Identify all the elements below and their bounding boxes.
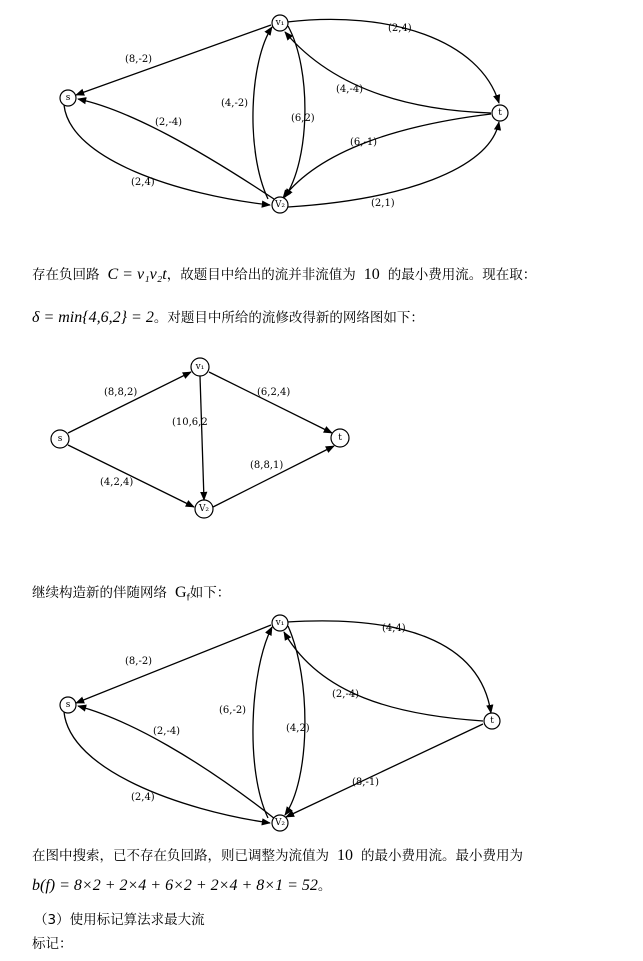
label-v1-v2: (6,2) (291, 113, 315, 124)
residual-network-graph-2 (0, 600, 643, 840)
edge3-v2-s (78, 706, 275, 819)
node3-v2 (272, 815, 288, 831)
node-v2 (272, 197, 288, 213)
label2-v1-v2: (10,6,2 (172, 417, 208, 428)
edge-v2-s (78, 99, 277, 201)
edge-v1-v2 (285, 26, 305, 197)
edge3-t-v2 (286, 724, 483, 817)
svg-text:V₂: V₂ (274, 200, 286, 210)
label-v2-t: (2,1) (371, 198, 395, 209)
text-no-negative-cycle: 在图中搜索，已不存在负回路，则已调整为流值为 10 的最小费用流。最小费用为 (32, 847, 523, 864)
svg-text:v₁: v₁ (275, 618, 285, 628)
label-v1-t: (2,4) (388, 23, 412, 34)
svg-text:t: t (490, 716, 494, 726)
edge-v2-v1 (253, 27, 272, 199)
node2-s (51, 430, 69, 448)
label3-v1-t: (4,4) (382, 623, 406, 634)
adjusted-flow-graph (0, 350, 643, 530)
edge2-s-v2 (68, 445, 194, 507)
label2-s-v2: (4,2,4) (100, 477, 134, 488)
text-delta: δ = min{4,6,2} = 2。对题目中所给的流修改得新的网络图如下： (32, 309, 424, 326)
svg-text:s: s (65, 700, 71, 710)
edge-v1-s (76, 25, 271, 95)
label3-t-v2: (8,-1) (352, 777, 380, 788)
residual-network-graph-1 (0, 0, 643, 235)
label2-v2-t: (8,8,1) (250, 460, 284, 471)
node3-t (484, 713, 500, 729)
edge3-v2-v1 (253, 627, 272, 818)
edge-t-v2 (283, 114, 491, 198)
label2-v1-t: (6,2,4) (257, 387, 291, 398)
node-v1 (272, 15, 288, 31)
label-t-v1: (4,-4) (336, 84, 364, 95)
node-t (492, 105, 508, 121)
label-v2-v1: (4,-2) (221, 98, 249, 109)
edge3-t-v1 (284, 632, 483, 721)
edge2-v2-t (213, 446, 334, 507)
label3-s-v2: (2,4) (131, 792, 155, 803)
svg-text:s: s (57, 434, 63, 444)
svg-text:s: s (65, 93, 71, 103)
edge3-v1-t (287, 621, 491, 713)
node2-v1 (191, 358, 209, 376)
text-label: 标记： (32, 936, 73, 952)
edge2-v1-t (209, 372, 332, 433)
label3-v2-v1: (6,-2) (219, 705, 247, 716)
node2-t (331, 429, 349, 447)
svg-text:v₁: v₁ (195, 362, 205, 372)
label3-v1-s: (8,-2) (125, 656, 153, 667)
label3-v2-s: (2,-4) (153, 726, 181, 737)
edge3-v1-s (76, 625, 271, 703)
node3-s (60, 697, 76, 713)
label2-s-v1: (8,8,2) (104, 387, 138, 398)
text-min-cost: b(f) = 8×2 + 2×4 + 6×2 + 2×4 + 8×1 = 52。 (32, 877, 332, 894)
label-v2-s: (2,-4) (155, 117, 183, 128)
text-new-residual: 继续构造新的伴随网络 $G_f$如下： (32, 584, 231, 604)
label3-t-v1: (2,-4) (332, 689, 360, 700)
svg-text:t: t (338, 433, 342, 443)
label-v1-s: (8,-2) (125, 54, 153, 65)
label3-v1-v2: (4,2) (286, 723, 310, 734)
edge3-v1-v2 (285, 626, 305, 815)
node2-v2 (195, 500, 213, 518)
svg-text:V₂: V₂ (274, 818, 286, 828)
text-section-3: （3）使用标记算法求最大流 (34, 912, 205, 928)
text-negative-cycle: 存在负回路 C = v₁v₂t，故题目中给出的流并非流值为 10 的最小费用流。现在取： (32, 266, 537, 283)
edge-t-v1 (285, 32, 491, 113)
label-t-v2: (6,-1) (350, 137, 378, 148)
edge2-v1-v2 (200, 376, 204, 500)
node-s (60, 90, 76, 106)
svg-text:t: t (498, 108, 502, 118)
label-s-v2: (2,4) (131, 177, 155, 188)
node3-v1 (272, 615, 288, 631)
svg-text:V₂: V₂ (198, 504, 210, 514)
svg-text:v₁: v₁ (275, 18, 285, 28)
